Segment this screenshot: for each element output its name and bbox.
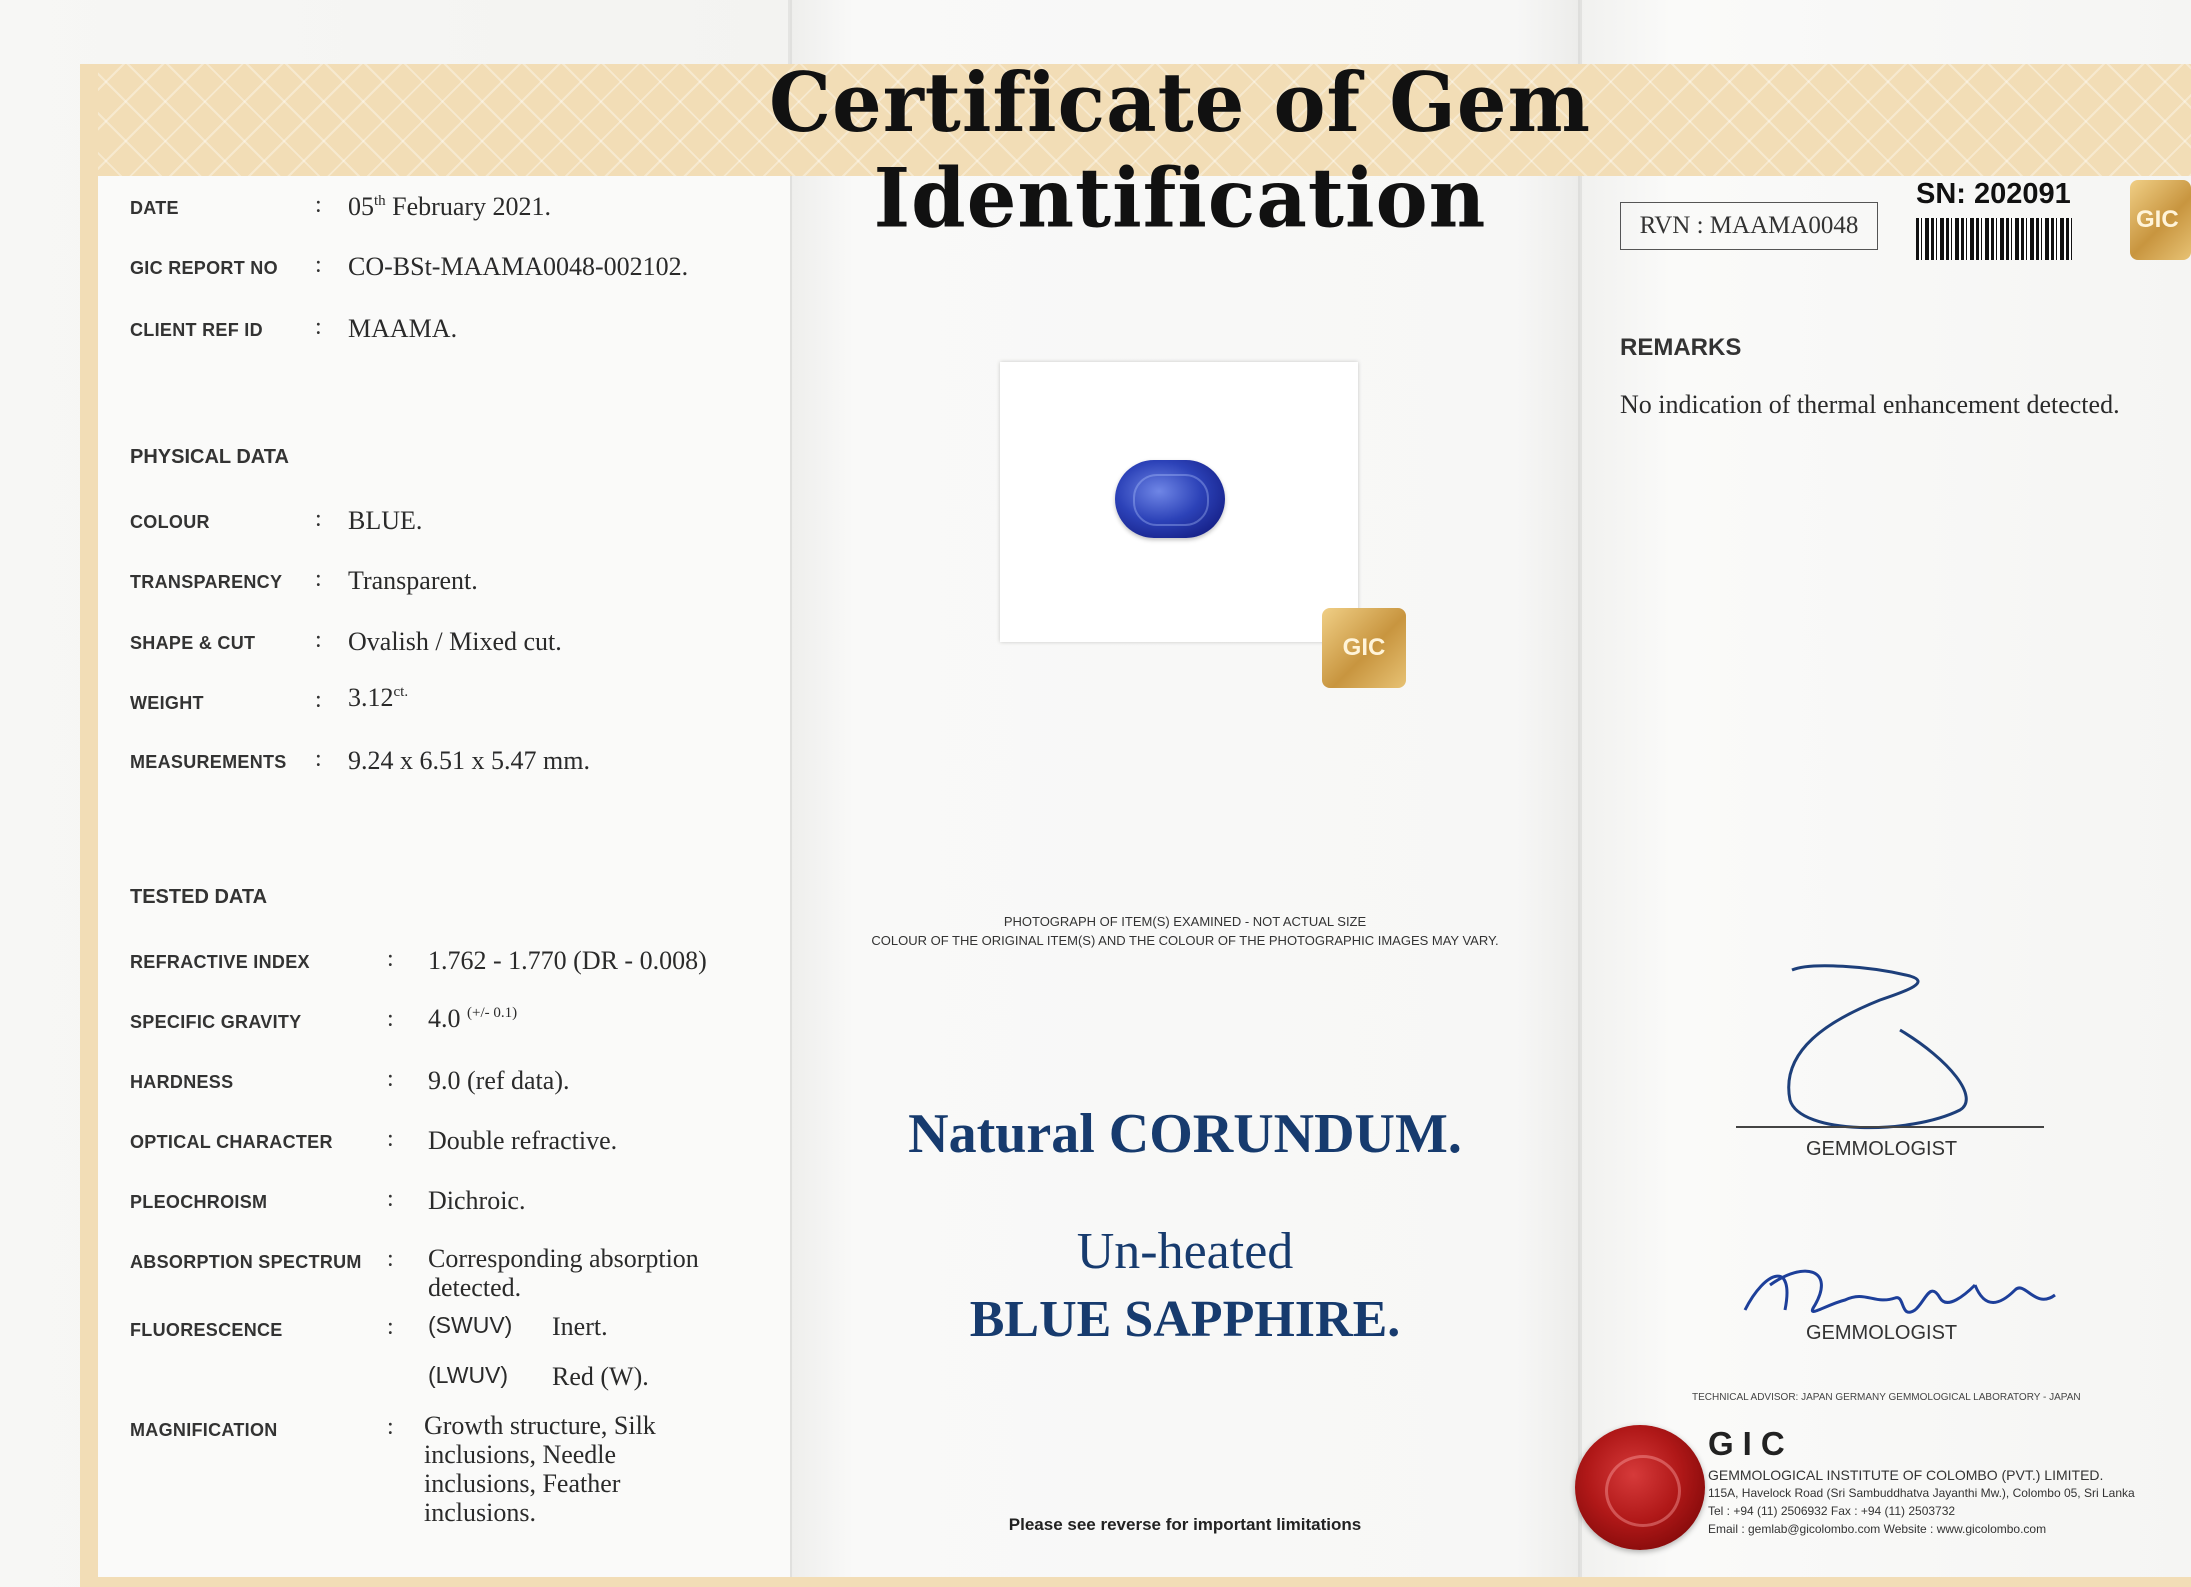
fluorescence-label: FLUORESCENCE xyxy=(130,1320,283,1340)
swuv-value: Inert. xyxy=(552,1312,608,1341)
specific-gravity-value: 4.0 $^{(+/- 0.1)}$ xyxy=(428,1004,518,1033)
report-no-value: CO-BSt-MAAMA0048-002102. xyxy=(348,252,689,281)
colon: : xyxy=(315,192,322,218)
gemmologist-title-1: GEMMOLOGIST xyxy=(1806,1138,1958,1160)
gic-hologram-sticker: GIC xyxy=(2130,180,2191,260)
variety-identification: BLUE SAPPHIRE. xyxy=(969,1291,1401,1348)
colon: : xyxy=(387,1314,394,1340)
measurements-label: MEASUREMENTS xyxy=(130,752,287,772)
transparency-label: TRANSPARENCY xyxy=(130,572,283,592)
transparency-value: Transparent. xyxy=(348,566,478,595)
gemmologist-title-2: GEMMOLOGIST xyxy=(1806,1322,1958,1344)
magnification-value: Growth structure, Silk inclusions, Needle inclusions, Feather inclusions. xyxy=(424,1411,656,1527)
magnification-label: MAGNIFICATION xyxy=(130,1420,278,1440)
limitations-note: Please see reverse for important limitations xyxy=(1008,1515,1362,1534)
specific-gravity-label: SPECIFIC GRAVITY xyxy=(130,1012,302,1032)
gold-frame-bottom xyxy=(80,1577,2191,1587)
lwuv-value: Red (W). xyxy=(552,1362,649,1391)
signature-line xyxy=(1736,1126,2044,1128)
colon: : xyxy=(387,946,394,972)
gold-frame-left xyxy=(80,64,98,1587)
wax-seal xyxy=(1575,1425,1705,1550)
optical-character-label: OPTICAL CHARACTER xyxy=(130,1132,333,1152)
colour-label: COLOUR xyxy=(130,512,210,532)
institute-address: 115A, Havelock Road (Sri Sambuddhatva Jayanthi Mw.), Colombo 05, Sri Lanka xyxy=(1708,1486,2135,1500)
institute-name: GEMMOLOGICAL INSTITUTE OF COLOMBO (PVT.) LIMITED. xyxy=(1708,1467,2104,1483)
colon: : xyxy=(315,746,322,772)
photo-caption: PHOTOGRAPH OF ITEM(S) EXAMINED - NOT ACTUAL SIZE xyxy=(1003,914,1367,929)
colon: : xyxy=(315,687,322,713)
species-identification: Natural CORUNDUM. xyxy=(908,1103,1462,1165)
hardness-label: HARDNESS xyxy=(130,1072,234,1092)
gic-hologram-sticker: GIC xyxy=(1322,608,1406,688)
gemmologist-signature-1 xyxy=(1760,960,1980,1140)
colon: : xyxy=(387,1006,394,1032)
colon: : xyxy=(315,627,322,653)
date-label: DATE xyxy=(130,198,179,218)
colon: : xyxy=(387,1126,394,1152)
weight-value: $3.12^{ct.}$ xyxy=(348,683,409,712)
swuv-label: (SWUV) xyxy=(428,1312,513,1338)
client-ref-value: MAAMA. xyxy=(348,314,458,343)
serial-number: SN: 202091 xyxy=(1916,178,2071,210)
rvn-box: RVN : MAAMA0048 xyxy=(1620,202,1878,250)
colon: : xyxy=(387,1414,394,1440)
hardness-value: 9.0 (ref data). xyxy=(428,1066,570,1095)
certificate-title: Certificate of Gem Identification xyxy=(769,55,1591,247)
date-value: 05th February 2021. xyxy=(348,192,552,221)
colon: : xyxy=(387,1066,394,1092)
technical-advisor-note: TECHNICAL ADVISOR: JAPAN GERMANY GEMMOLOGICAL LABORATORY - JAPAN xyxy=(1692,1392,2081,1403)
treatment-status: Un-heated xyxy=(1076,1223,1294,1280)
colour-value: BLUE. xyxy=(348,506,423,535)
tested-data-heading: TESTED DATA xyxy=(130,886,268,908)
colon: : xyxy=(315,506,322,532)
colon: : xyxy=(387,1246,394,1272)
measurements-value: 9.24 x 6.51 x 5.47 mm. xyxy=(348,746,590,775)
institute-phone: Tel : +94 (11) 2506932 Fax : +94 (11) 2503732 xyxy=(1708,1504,1956,1518)
colon: : xyxy=(315,566,322,592)
gem-photograph xyxy=(1000,362,1358,642)
refractive-index-label: REFRACTIVE INDEX xyxy=(130,952,310,972)
physical-data-heading: PHYSICAL DATA xyxy=(130,446,289,468)
lwuv-label: (LWUV) xyxy=(428,1362,509,1388)
blue-sapphire-image xyxy=(1115,460,1225,538)
shape-cut-value: Ovalish / Mixed cut. xyxy=(348,627,562,656)
colon: : xyxy=(387,1186,394,1212)
client-ref-label: CLIENT REF ID xyxy=(130,320,263,340)
pleochroism-label: PLEOCHROISM xyxy=(130,1192,268,1212)
colon: : xyxy=(315,252,322,278)
remarks-heading: REMARKS xyxy=(1620,334,1742,361)
remarks-text: No indication of thermal enhancement detected. xyxy=(1620,390,2120,419)
absorption-spectrum-label: ABSORPTION SPECTRUM xyxy=(130,1252,362,1272)
optical-character-value: Double refractive. xyxy=(428,1126,618,1155)
pleochroism-value: Dichroic. xyxy=(428,1186,526,1215)
report-no-label: GIC REPORT NO xyxy=(130,258,278,278)
barcode xyxy=(1916,218,2072,260)
absorption-spectrum-value: Corresponding absorption detected. xyxy=(428,1244,699,1302)
colon: : xyxy=(315,314,322,340)
refractive-index-value: 1.762 - 1.770 (DR - 0.008) xyxy=(428,946,707,975)
weight-label: WEIGHT xyxy=(130,693,204,713)
shape-cut-label: SHAPE & CUT xyxy=(130,633,256,653)
institute-email-website: Email : gemlab@gicolombo.com Website : www.gicolombo.com xyxy=(1708,1522,2047,1536)
photo-disclaimer: COLOUR OF THE ORIGINAL ITEM(S) AND THE COLOUR OF THE PHOTOGRAPHIC IMAGES MAY VARY. xyxy=(871,933,1499,948)
gic-logo: GIC xyxy=(1708,1425,1794,1462)
